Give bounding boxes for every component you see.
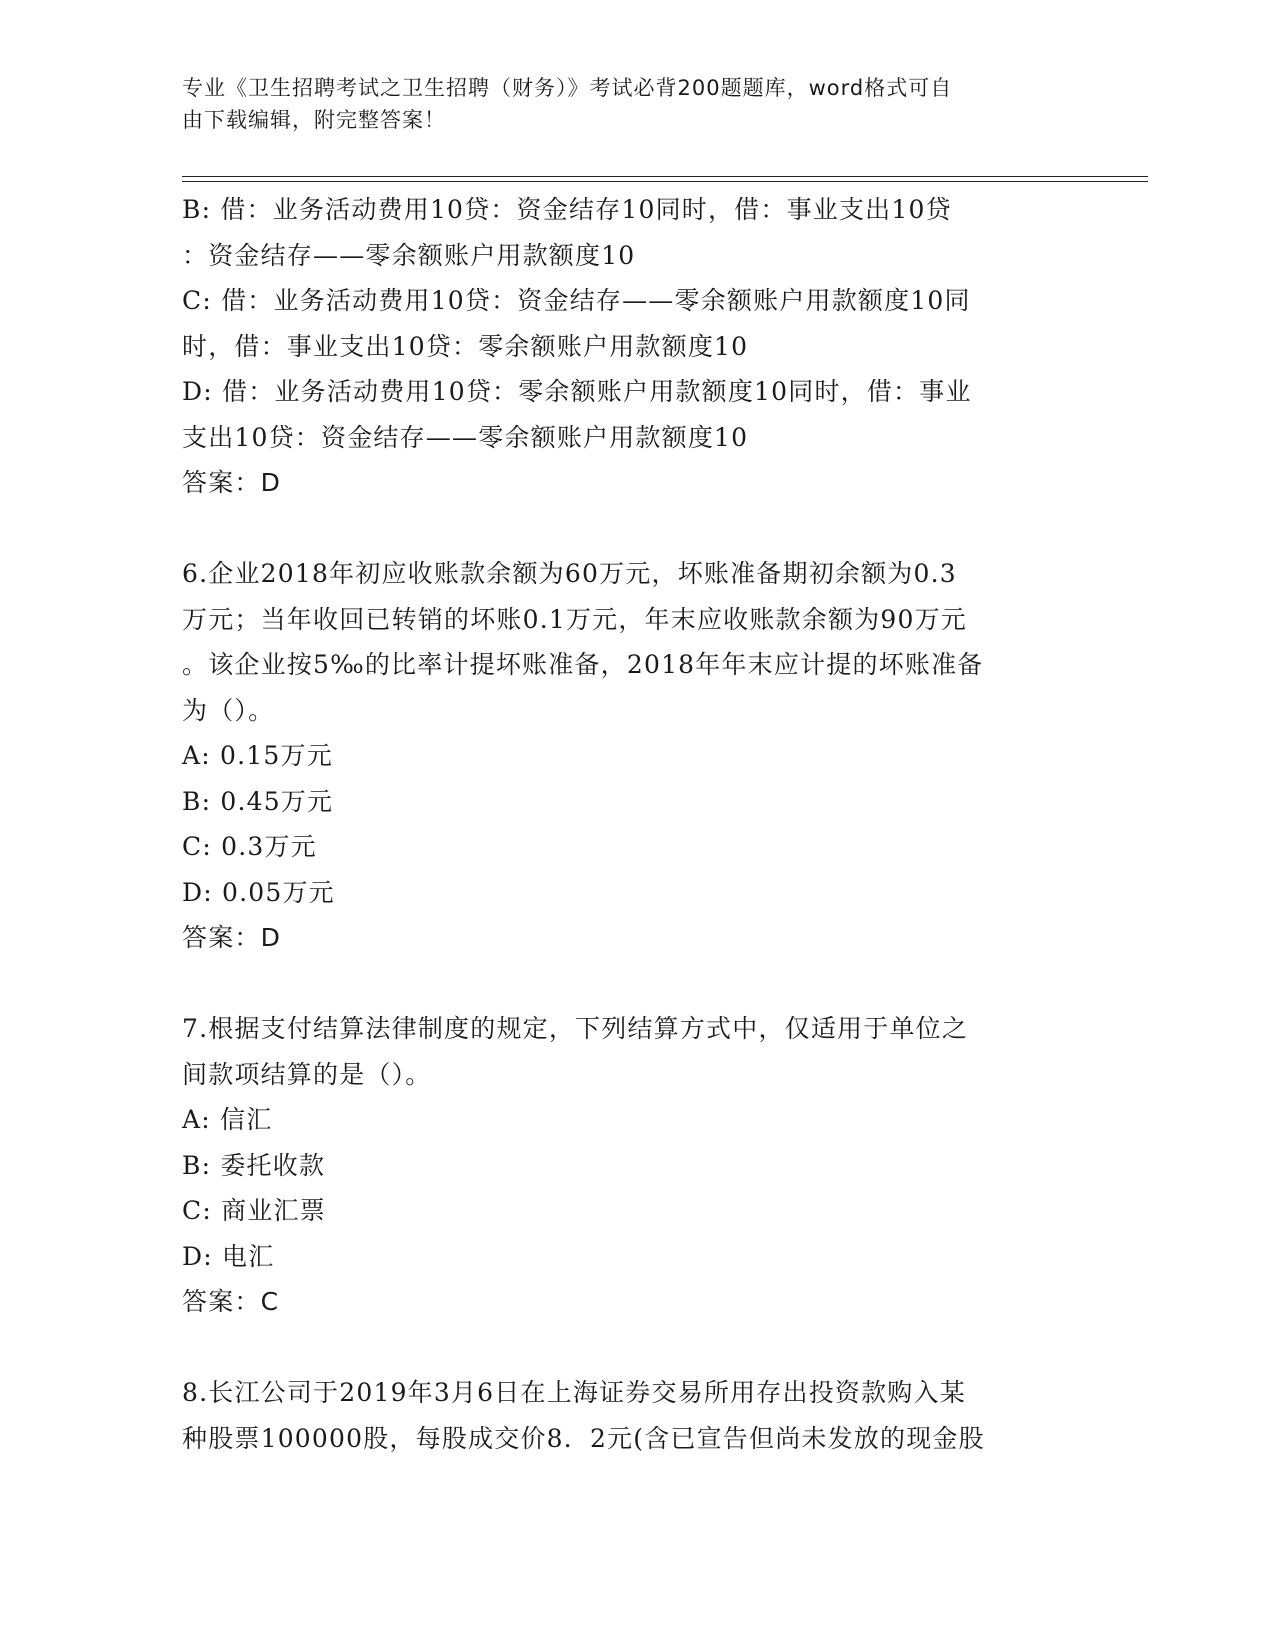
document-header bbox=[182, 72, 1062, 136]
option-c: C: 商业汇票 bbox=[182, 1196, 326, 1225]
header-divider bbox=[182, 176, 1148, 177]
question-text: 8.长江公司于2019年3月6日在上海证券交易所用存出投资款购入某 bbox=[182, 1378, 966, 1407]
answer: 答案：D bbox=[182, 923, 282, 952]
option-b: B: 0.45万元 bbox=[182, 786, 334, 816]
question-text: 种股票100000股，每股成交价8．2元(含已宣告但尚未发放的现金股 bbox=[182, 1423, 985, 1453]
option-a: A: 信汇 bbox=[182, 1105, 273, 1134]
option-c-cont: 时，借：事业支出10贷：零余额账户用款额度10 bbox=[182, 331, 749, 361]
question-text: 间款项结算的是（）。 bbox=[182, 1059, 432, 1089]
question-5-options bbox=[182, 187, 1062, 506]
question-6 bbox=[182, 551, 1062, 961]
question-7 bbox=[182, 1006, 1062, 1325]
question-8 bbox=[182, 1370, 1062, 1461]
option-a: A: 0.15万元 bbox=[182, 741, 333, 770]
option-b-cont: ：资金结存——零余额账户用款额度10 bbox=[182, 240, 636, 270]
document-body bbox=[182, 187, 1062, 1461]
question-text: 为（）。 bbox=[182, 695, 275, 725]
question-text: 万元；当年收回已转销的坏账0.1万元，年末应收账款余额为90万元 bbox=[182, 604, 967, 634]
header-divider bbox=[182, 181, 1148, 182]
option-b: B: 委托收款 bbox=[182, 1150, 326, 1180]
option-b: B: 借：业务活动费用10贷：资金结存10同时，借：事业支出10贷 bbox=[182, 195, 952, 224]
option-d: D: 电汇 bbox=[182, 1241, 275, 1271]
option-c: C: 借：业务活动费用10贷：资金结存——零余额账户用款额度10同 bbox=[182, 286, 971, 315]
header-line: 由下载编辑，附完整答案！ bbox=[182, 108, 446, 132]
option-d: D: 0.05万元 bbox=[182, 877, 335, 907]
header-line: 专业《卫生招聘考试之卫生招聘（财务）》考试必背200题题库，word格式可自 bbox=[182, 76, 953, 100]
option-c: C: 0.3万元 bbox=[182, 832, 317, 861]
question-text: 7.根据支付结算法律制度的规定，下列结算方式中，仅适用于单位之 bbox=[182, 1014, 969, 1043]
option-d-cont: 支出10贷：资金结存——零余额账户用款额度10 bbox=[182, 422, 749, 452]
answer: 答案：C bbox=[182, 1287, 280, 1316]
option-d: D: 借：业务活动费用10贷：零余额账户用款额度10同时，借：事业 bbox=[182, 377, 972, 406]
answer: 答案：D bbox=[182, 468, 282, 497]
question-text: 。该企业按5‰的比率计提坏账准备，2018年年末应计提的坏账准备 bbox=[182, 650, 984, 679]
question-text: 6.企业2018年初应收账款余额为60万元，坏账准备期初余额为0.3 bbox=[182, 559, 957, 588]
